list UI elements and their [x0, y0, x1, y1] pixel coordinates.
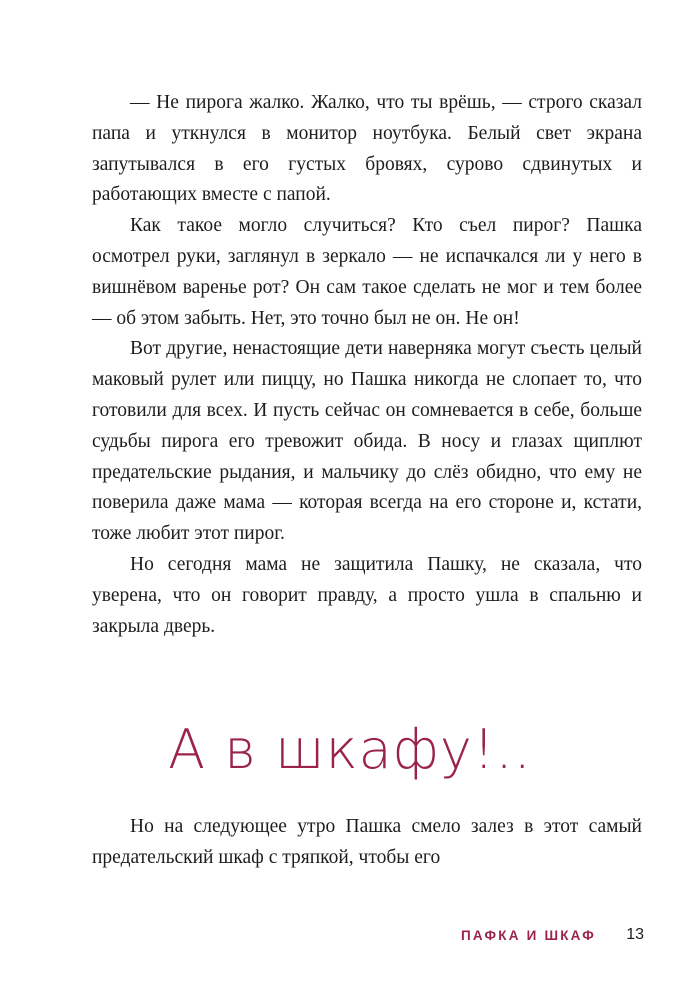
paragraph-3: Вот другие, ненастоящие дети наверняка могут съесть целый маковый рулет или пиццу, но Пашка никогда не слопает то, что готовили для всех. И пусть сейчас он сомневается в себе, больше судьбы пирога его тревожит обида. В носу и глазах щиплют предательские рыдания, и мальчику до слёз обидно, что ему не поверила даже мама — которая всегда на его стороне и, кстати, тоже любит этот пирог.	[92, 338, 642, 545]
running-head: ПАФКА И ШКАФ	[461, 928, 596, 943]
paragraph-5: Но на следующее утро Пашка смело залез в этот самый предательский шкаф с тряпкой, чтобы его	[92, 816, 642, 868]
page-number: 13	[626, 926, 644, 943]
paragraph-2: Как такое могло случиться? Кто съел пирог? Пашка осмотрел руки, заглянул в зеркало — не испачкался ли у него в вишнёвом варенье рот? Он сам такое сделать не мог и тем более — об этом забыть. Нет, это точно был не он. Не он!	[92, 215, 642, 329]
text-block-top	[92, 88, 642, 642]
paragraph-4: Но сегодня мама не защитила Пашку, не сказала, что уверена, что он говорит правду, а просто ушла в спальню и закрыла дверь.	[92, 553, 642, 637]
chapter-heading: А в шкафу!..	[168, 718, 532, 781]
paragraph-1: — Не пирога жалко. Жалко, что ты врёшь, — строго сказал папа и уткнулся в монитор ноутбука. Белый свет экрана запутывался в его густых бровях, сурово сдвинутых и работающих вместе с папой.	[92, 92, 642, 206]
text-block-bottom	[92, 812, 642, 874]
